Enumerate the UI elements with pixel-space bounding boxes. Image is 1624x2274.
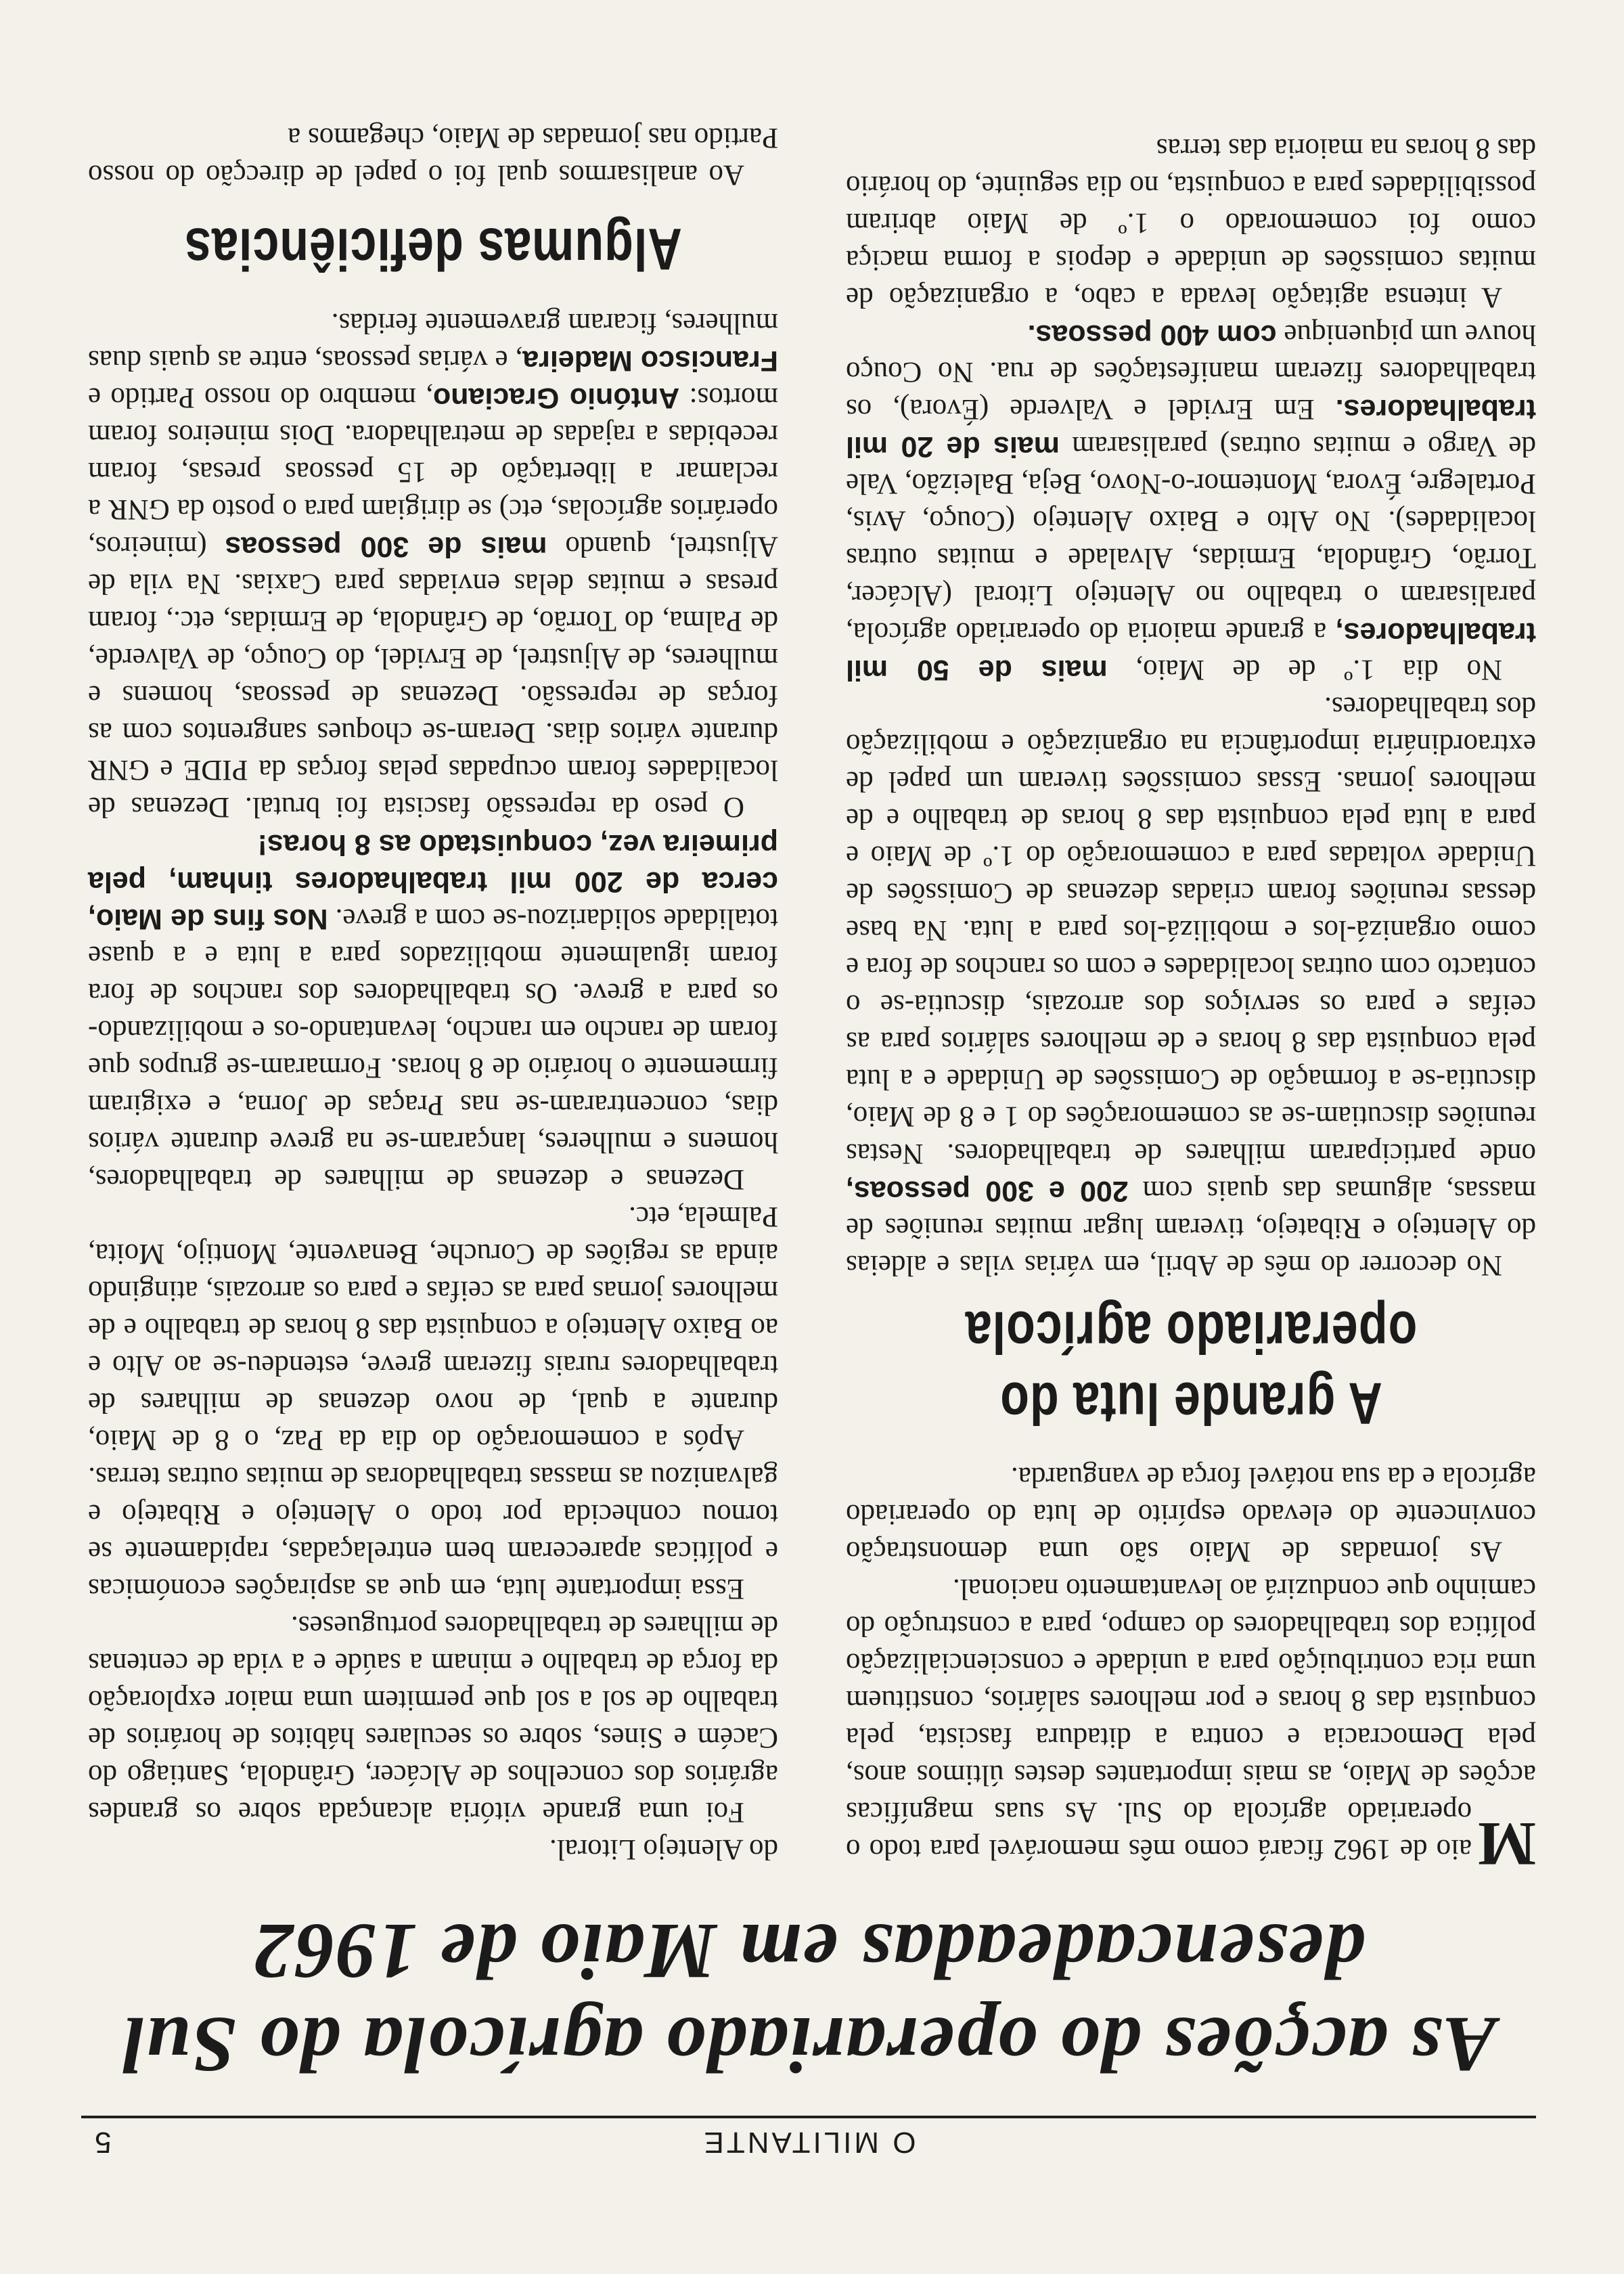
- paragraph: A intensa agitação levada a cabo, a organização de muitas comissões de unidade e depois a forma maciça como foi comemorado o 1.º de Maio abriram possibilidades para a conquista, no dia seguinte, do horário das 8 horas na maioria das terras: [846, 133, 1536, 313]
- paragraph: No decorrer do mês de Abril, em várias vilas e aldeias do Alentejo e Ribatejo, tiveram lugar muitas reuniões de massas, algumas das quais com 200 e 300 pessoas, onde participaram milhares de trabalhadores. Nestas reuniões discutiam-se as comemorações do 1 e 8 de Maio, discutia-se a formação de Comissões de Unidade e a luta pela conquista das 8 horas e de melhores salários para as ceifas e para os serviços dos arrozais, discutia-se o contacto com outras localidades e com os ranchos de fora e como organizá-los e mobilizá-los para a luta. Na base dessas reuniões foram criadas dezenas de Comissões de Unidade voltadas para a comemoração do 1.º de Maio e para a luta pela conquista das 8 horas de trabalho e de melhores jornas. Essas comissões tiveram um papel de extraordinária importância na organização e mobilização dos trabalhadores.: [846, 691, 1536, 1281]
- paragraph: Foi uma grande vitória alcançada sobre os grandes agrários dos concelhos de Alcácer, Grândola, Santiago do Cacém e Sines, sobre os seculares hábitos de horários de trabalho de sol a sol que permitem uma maior exploração da força de trabalho e minam a saúde e a vida de centenas de milhares de trabalhadores portugueses.: [88, 1610, 778, 1828]
- newspaper-name: O MILITANTE: [701, 2126, 916, 2159]
- article-headline: [81, 1904, 1536, 2091]
- column-left: [846, 130, 1536, 1879]
- column-right: [88, 119, 778, 1868]
- paragraph: M aio de 1962 ficará como mês memorável para todo o operariado agrícola do Sul. As suas magníficas acções de Maio, as mais importantes destes últimos anos, pela Democracia e contra a ditadura fascista, pela conquista das 8 horas e por melhores salários, constituem uma rica contribuição para a unidade e consciencialização política dos trabalhadores do campo, para a construção do caminho que conduzirá ao levantamento nacional.: [846, 1573, 1536, 1879]
- paragraph: No dia 1.º de de Maio, mais de 50 mil trabalhadores, a grande maioria do operariado agrícola, paralisaram o trabalho no Alentejo Litoral (Alcácer, Torrão, Grândola, Ermidas, Alvalade e muitas outras localidades). No Alto e Baixo Alentejo (Couço, Avis, Portalegre, Évora, Montemor-o-Novo, Beja, Baleizão, Vale de Vargo e muitas outras) paralisaram mais de 20 mil trabalhadores. Em Ervidel e Valverde (Évora), os trabalhadores fizeram manifestações de rua. No Couço houve um piquenique com 400 pessoas.: [846, 319, 1536, 686]
- headline-line-2: desencadeadas em Maio de 1962: [252, 1907, 1366, 1996]
- drop-cap: M: [1477, 1810, 1536, 1879]
- paragraph: O peso da repressão fascista foi brutal. Dezenas de localidades foram ocupadas pelas forças da PIDE e GNR durante vários dias. Deram-se choques sangrentos com as forças de repressão. Dezenas de pessoas, homens e mulheres, de Aljustrel, de Ervidel, do Couço, de Valverde, de Palma, do Torrão, de Grândola, de Ermidas, etc., foram presas e muitas delas enviadas para Caxias. Na vila de Aljustrel, quando mais de 300 pessoas (mineiros, operários agrícolas, etc) se dirigiam para o posto da GNR a reclamar a libertação de 15 pessoas presas, foram recebidas a rajadas de metralhadora. Dois mineiros foram mortos: António Graciano, membro do nosso Partido e Francisco Madeira, e várias pessoas, entre as quais duas mulheres, ficaram gravemente feridas.: [88, 307, 778, 823]
- paragraph: As jornadas de Maio são uma demonstração convincente do elevado espírito de luta do operariado agrícola e da sua notável força de vanguarda.: [846, 1461, 1536, 1567]
- paragraph: Essa importante luta, em que as aspirações económicas e políticas apareceram bem entrelaçadas, rapidamente se tornou conhecida por todo o Alentejo e Ribatejo e galvanizou as massas trabalhadoras de muitas outras terras.: [88, 1461, 778, 1605]
- subheading: A grande luta do operariado agrícola: [964, 1299, 1418, 1437]
- subheading: Algumas deficiências: [184, 216, 682, 282]
- paragraph: Após a comemoração do dia da Paz, o 8 de Maio, durante a qual, de novo dezenas de milhares de trabalhadores rurais fizeram greve, estendeu-se ao Alto e ao Baixo Alentejo a conquista das 8 horas de trabalho e de melhores jornas para as ceifas e para os arrozais, atingindo ainda as regiões de Coruche, Benavente, Montijo, Moita, Palmela, etc.: [88, 1201, 778, 1456]
- page-number: 5: [95, 2126, 112, 2159]
- headline-line-1: As acções do operariado agrícola do Sul: [121, 2001, 1496, 2089]
- paragraph: Ao analisarmos qual foi o papel de direcção do nosso Partido nas jornadas de Maio, chegamos a: [88, 122, 778, 191]
- running-head: [81, 2116, 1536, 2166]
- paragraph: Dezenas e dezenas de milhares de trabalhadores, homens e mulheres, lançaram-se na greve durante vários dias, concentraram-se nas Praças de Jorna, e exigiram firmemente o horário de 8 horas. Formaram-se grupos que foram de rancho em rancho, levantando-os e mobilizando-os para a greve. Os trabalhadores dos ranchos de fora foram igualmente mobilizados para a luta e a quase totalidade solidarizou-se com a greve. Nos fins de Maio, cerca de 200 mil trabalhadores tinham, pela primeira vez, conquistado as 8 horas!: [88, 828, 778, 1195]
- paragraph: do Alentejo Litoral.: [549, 1833, 778, 1865]
